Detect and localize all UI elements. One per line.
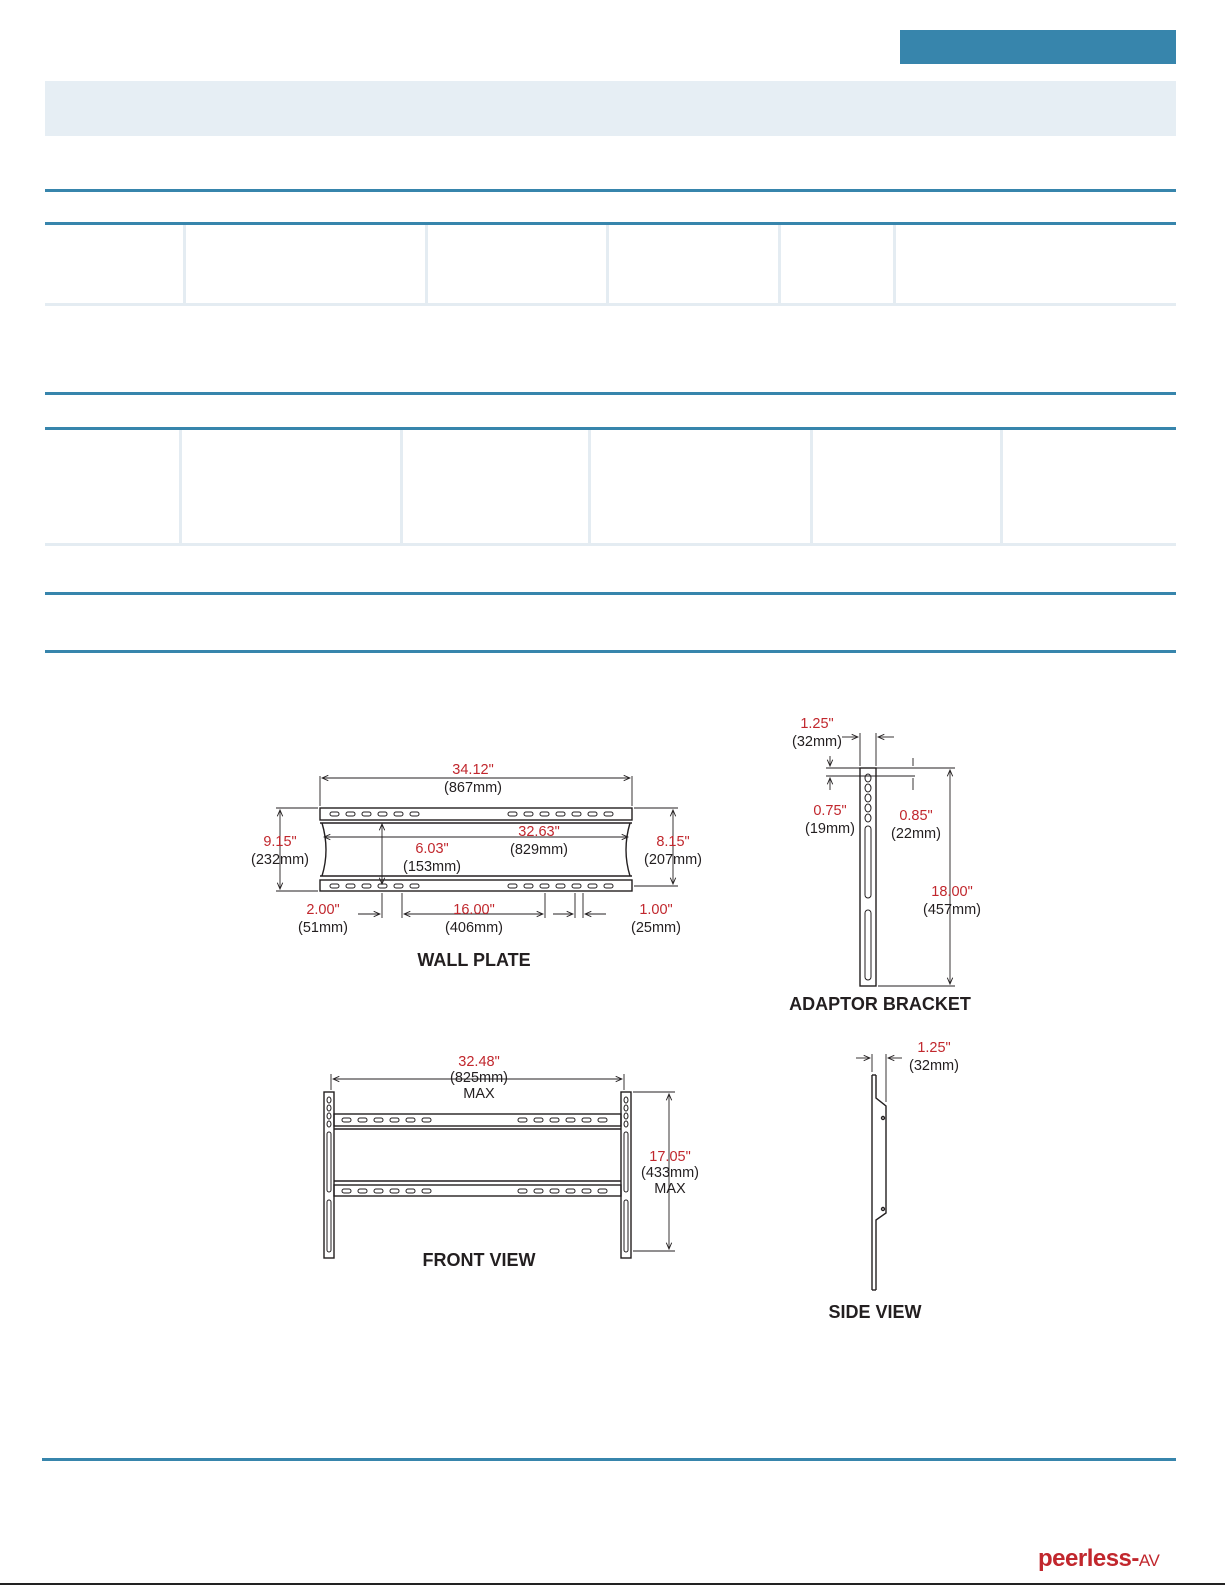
wall-plate-inner-mm: (829mm) xyxy=(509,842,569,858)
wall-plate-drawing xyxy=(276,776,678,918)
wall-plate-mid-mm: (153mm) xyxy=(402,859,462,875)
footer-rule xyxy=(42,1458,1176,1461)
side-depth-in: 1.25" xyxy=(917,1040,951,1056)
wall-plate-right-height-mm: (207mm) xyxy=(643,852,703,868)
adaptor-bracket-labels xyxy=(789,716,981,1014)
side-view-labels xyxy=(828,1040,958,1322)
adaptor-bracket-drawing xyxy=(826,733,955,986)
logo-main: peerless- xyxy=(1038,1545,1139,1572)
front-width-max: MAX xyxy=(463,1086,495,1102)
wall-plate-caption: WALL PLATE xyxy=(417,950,531,970)
side-view-caption: SIDE VIEW xyxy=(828,1302,922,1322)
adaptor-bracket-caption: ADAPTOR BRACKET xyxy=(789,994,971,1014)
front-view-caption: FRONT VIEW xyxy=(422,1250,536,1270)
front-height-max: MAX xyxy=(654,1181,686,1197)
wall-plate-inner-in: 32.63" xyxy=(518,824,560,840)
logo-suffix: AV xyxy=(1138,1551,1160,1570)
wall-plate-span-in: 16.00" xyxy=(453,902,495,918)
adaptor-top-mm: (32mm) xyxy=(792,734,842,750)
front-width-in: 32.48" xyxy=(458,1054,500,1070)
wall-plate-width-in: 34.12" xyxy=(452,762,494,778)
peerless-av-logo xyxy=(1038,1545,1159,1573)
front-height-mm: (433mm) xyxy=(640,1165,700,1181)
wall-plate-span-mm: (406mm) xyxy=(444,920,504,936)
wall-plate-right-offset-mm: (25mm) xyxy=(631,920,681,936)
adaptor-height-in: 18.00" xyxy=(931,884,973,900)
adaptor-height-mm: (457mm) xyxy=(922,902,982,918)
wall-plate-right-offset-in: 1.00" xyxy=(639,902,673,918)
adaptor-left-in: 0.75" xyxy=(813,803,847,819)
adaptor-top-in: 1.25" xyxy=(800,716,834,732)
wall-plate-mid-in: 6.03" xyxy=(415,841,449,857)
adaptor-left-mm: (19mm) xyxy=(805,821,855,837)
front-view-drawing xyxy=(324,1074,675,1258)
wall-plate-left-offset-in: 2.00" xyxy=(306,902,340,918)
wall-plate-right-height-in: 8.15" xyxy=(656,834,690,850)
wall-plate-left-height-in: 9.15" xyxy=(263,834,297,850)
adaptor-right-mm: (22mm) xyxy=(891,826,941,842)
side-depth-mm: (32mm) xyxy=(909,1058,959,1074)
wall-plate-width-mm: (867mm) xyxy=(443,780,503,796)
adaptor-right-in: 0.85" xyxy=(899,808,933,824)
wall-plate-left-offset-mm: (51mm) xyxy=(298,920,348,936)
wall-plate-labels xyxy=(251,762,702,970)
front-view-labels xyxy=(423,1054,700,1270)
wall-plate-left-height-mm: (232mm) xyxy=(250,852,310,868)
side-view-drawing xyxy=(856,1054,902,1290)
front-width-mm: (825mm) xyxy=(449,1070,509,1086)
front-height-in: 17.05" xyxy=(649,1149,691,1165)
